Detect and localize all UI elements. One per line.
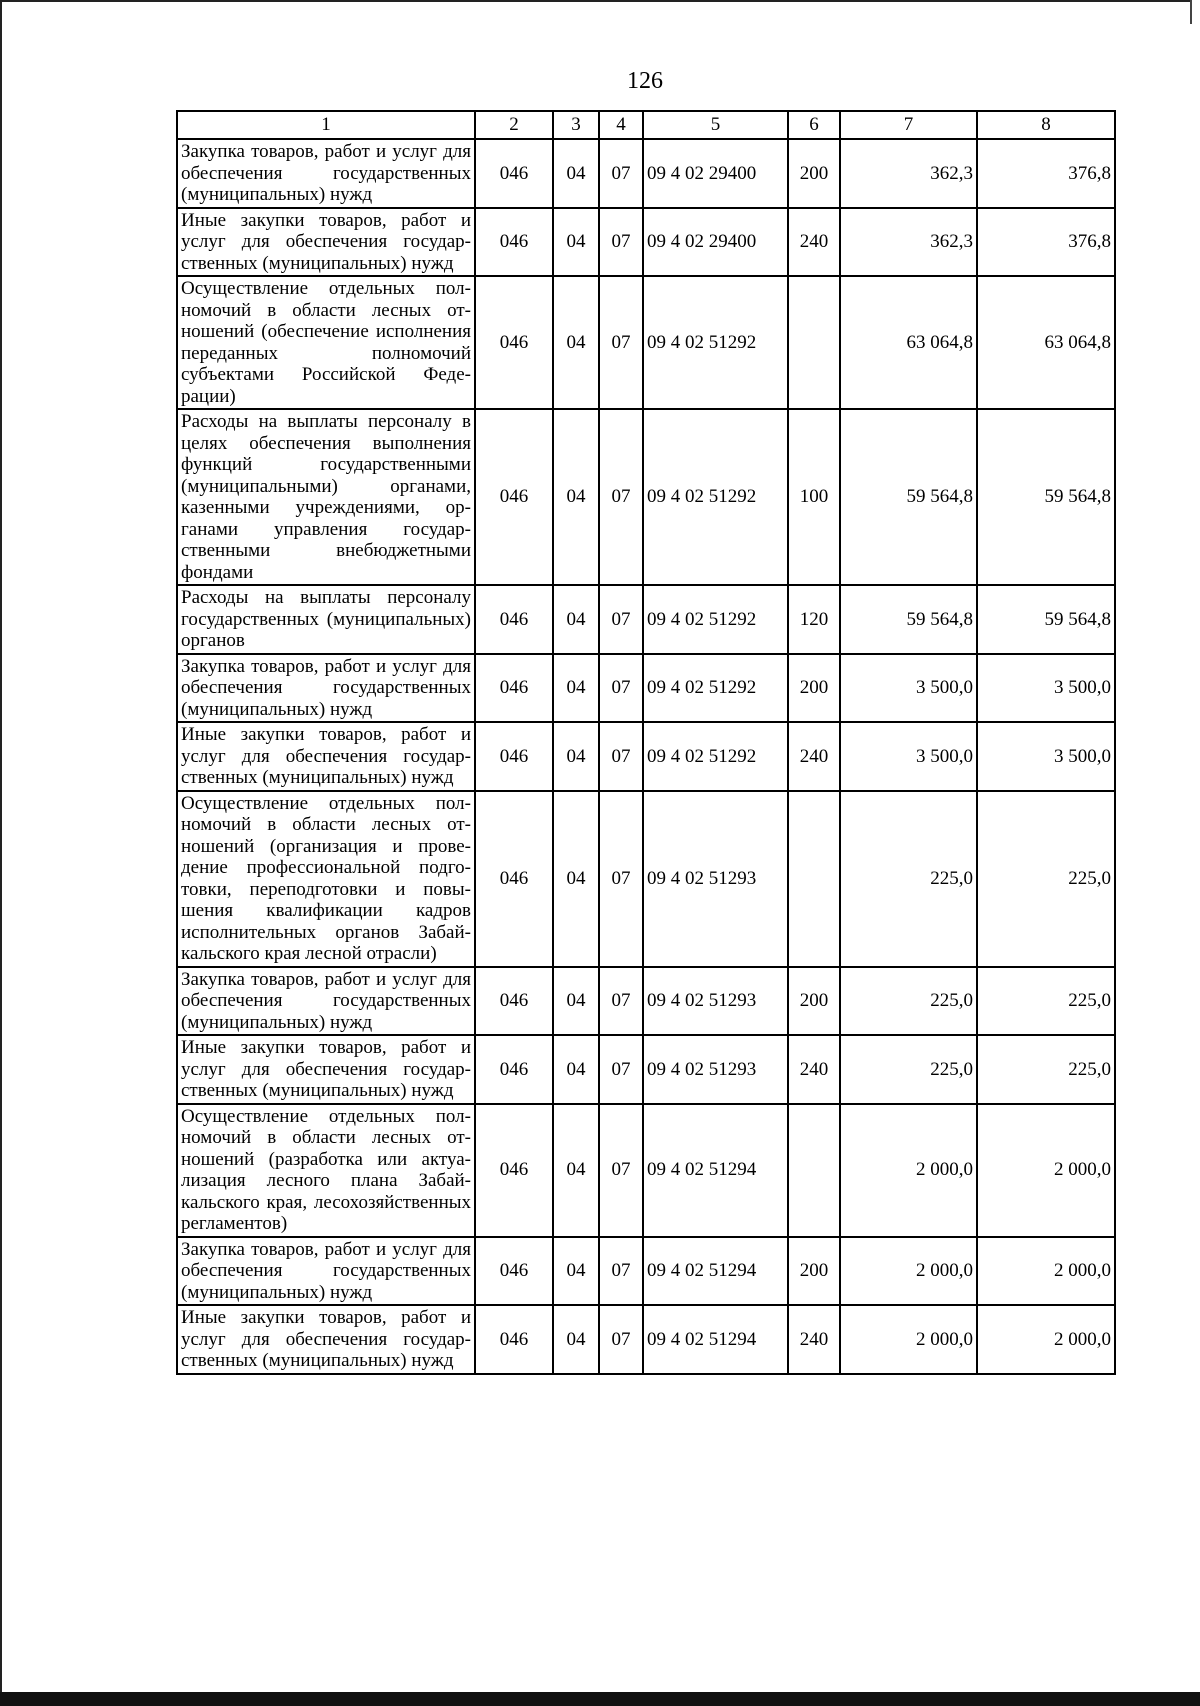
section-code-cell: 04 xyxy=(553,1237,599,1306)
column-header: 2 xyxy=(475,111,553,139)
table-row xyxy=(177,276,1115,409)
expense-type-cell: 240 xyxy=(788,722,840,791)
target-article-cell: 09 4 02 51293 xyxy=(643,791,788,967)
expense-type-cell: 120 xyxy=(788,585,840,654)
row-name-cell: Иные закупки товаров, работ и услуг для обеспечения государственных (муниципальных) нужд xyxy=(177,722,475,791)
table-row xyxy=(177,654,1115,723)
section-code-cell: 04 xyxy=(553,791,599,967)
target-article-cell: 09 4 02 51294 xyxy=(643,1237,788,1306)
section-code-cell: 04 xyxy=(553,409,599,585)
budget-table xyxy=(176,110,1116,1375)
amount-col8-cell: 376,8 xyxy=(977,139,1115,208)
ministry-code-cell: 046 xyxy=(475,722,553,791)
subsection-code-cell: 07 xyxy=(599,276,643,409)
amount-col7-cell: 3 500,0 xyxy=(840,654,977,723)
table-row xyxy=(177,409,1115,585)
row-name-cell: Осуществление отдельных полномочий в области лесных отношений (организация и проведение профессиональной подготовки, переподготовки и повышения квалификации кадров исполнительных органов Забайкальского края лесной отрасли) xyxy=(177,791,475,967)
row-name-cell: Закупка товаров, работ и услуг для обеспечения государственных (муниципальных) нужд xyxy=(177,139,475,208)
target-article-cell: 09 4 02 29400 xyxy=(643,208,788,277)
expense-type-cell xyxy=(788,276,840,409)
expense-type-cell: 200 xyxy=(788,1237,840,1306)
amount-col7-cell: 225,0 xyxy=(840,1035,977,1104)
subsection-code-cell: 07 xyxy=(599,1305,643,1374)
subsection-code-cell: 07 xyxy=(599,1237,643,1306)
section-code-cell: 04 xyxy=(553,722,599,791)
section-code-cell: 04 xyxy=(553,967,599,1036)
column-header: 8 xyxy=(977,111,1115,139)
amount-col8-cell: 2 000,0 xyxy=(977,1237,1115,1306)
expense-type-cell: 240 xyxy=(788,208,840,277)
amount-col7-cell: 63 064,8 xyxy=(840,276,977,409)
amount-col8-cell: 2 000,0 xyxy=(977,1104,1115,1237)
ministry-code-cell: 046 xyxy=(475,409,553,585)
row-name-cell: Иные закупки товаров, работ и услуг для обеспечения государственных (муниципальных) нужд xyxy=(177,1305,475,1374)
section-code-cell: 04 xyxy=(553,208,599,277)
row-name-cell: Расходы на выплаты персоналу в целях обеспечения выполнения функций государственными (муниципальными) органами, казенными учреждениями, органами управления государственными внебюджетными фондами xyxy=(177,409,475,585)
row-name-cell: Осуществление отдельных полномочий в области лесных отношений (обеспечение исполнения переданных полномочий субъектами Российской Федерации) xyxy=(177,276,475,409)
amount-col7-cell: 59 564,8 xyxy=(840,409,977,585)
expense-type-cell: 200 xyxy=(788,967,840,1036)
amount-col8-cell: 225,0 xyxy=(977,1035,1115,1104)
header-row xyxy=(177,111,1115,139)
row-name-cell: Осуществление отдельных полномочий в области лесных отношений (разработка или актуализация лесного плана Забайкальского края, лесохозяйственных регламентов) xyxy=(177,1104,475,1237)
subsection-code-cell: 07 xyxy=(599,722,643,791)
page-number: 126 xyxy=(627,68,663,94)
ministry-code-cell: 046 xyxy=(475,1305,553,1374)
scan-edge-top xyxy=(0,0,1190,2)
amount-col7-cell: 2 000,0 xyxy=(840,1305,977,1374)
target-article-cell: 09 4 02 29400 xyxy=(643,139,788,208)
table-row xyxy=(177,208,1115,277)
subsection-code-cell: 07 xyxy=(599,1104,643,1237)
expense-type-cell: 200 xyxy=(788,654,840,723)
amount-col8-cell: 225,0 xyxy=(977,967,1115,1036)
target-article-cell: 09 4 02 51292 xyxy=(643,409,788,585)
row-name-cell: Закупка товаров, работ и услуг для обеспечения государственных (муниципальных) нужд xyxy=(177,967,475,1036)
row-name-cell: Расходы на выплаты персоналу государственных (муниципальных) органов xyxy=(177,585,475,654)
subsection-code-cell: 07 xyxy=(599,208,643,277)
section-code-cell: 04 xyxy=(553,1035,599,1104)
section-code-cell: 04 xyxy=(553,654,599,723)
expense-type-cell: 100 xyxy=(788,409,840,585)
amount-col7-cell: 2 000,0 xyxy=(840,1237,977,1306)
table-row xyxy=(177,967,1115,1036)
target-article-cell: 09 4 02 51293 xyxy=(643,1035,788,1104)
amount-col7-cell: 362,3 xyxy=(840,208,977,277)
row-name-cell: Закупка товаров, работ и услуг для обеспечения государственных (муниципальных) нужд xyxy=(177,1237,475,1306)
table-row xyxy=(177,1104,1115,1237)
amount-col7-cell: 225,0 xyxy=(840,791,977,967)
section-code-cell: 04 xyxy=(553,276,599,409)
scan-edge-right xyxy=(1190,0,1192,24)
row-name-cell: Иные закупки товаров, работ и услуг для обеспечения государственных (муниципальных) нужд xyxy=(177,208,475,277)
table-body xyxy=(177,139,1115,1374)
target-article-cell: 09 4 02 51292 xyxy=(643,276,788,409)
section-code-cell: 04 xyxy=(553,585,599,654)
expense-type-cell xyxy=(788,1104,840,1237)
table-row xyxy=(177,791,1115,967)
expense-type-cell: 240 xyxy=(788,1035,840,1104)
scan-edge-bottom xyxy=(0,1692,1200,1706)
column-header: 3 xyxy=(553,111,599,139)
expense-type-cell xyxy=(788,791,840,967)
column-header: 6 xyxy=(788,111,840,139)
amount-col8-cell: 59 564,8 xyxy=(977,585,1115,654)
amount-col7-cell: 362,3 xyxy=(840,139,977,208)
subsection-code-cell: 07 xyxy=(599,654,643,723)
table-row xyxy=(177,1237,1115,1306)
expense-type-cell: 200 xyxy=(788,139,840,208)
amount-col8-cell: 2 000,0 xyxy=(977,1305,1115,1374)
ministry-code-cell: 046 xyxy=(475,1104,553,1237)
column-header: 4 xyxy=(599,111,643,139)
expense-type-cell: 240 xyxy=(788,1305,840,1374)
subsection-code-cell: 07 xyxy=(599,967,643,1036)
subsection-code-cell: 07 xyxy=(599,585,643,654)
ministry-code-cell: 046 xyxy=(475,585,553,654)
section-code-cell: 04 xyxy=(553,139,599,208)
subsection-code-cell: 07 xyxy=(599,791,643,967)
target-article-cell: 09 4 02 51293 xyxy=(643,967,788,1036)
ministry-code-cell: 046 xyxy=(475,1035,553,1104)
subsection-code-cell: 07 xyxy=(599,1035,643,1104)
table-row xyxy=(177,585,1115,654)
target-article-cell: 09 4 02 51294 xyxy=(643,1305,788,1374)
target-article-cell: 09 4 02 51292 xyxy=(643,722,788,791)
target-article-cell: 09 4 02 51292 xyxy=(643,654,788,723)
amount-col7-cell: 2 000,0 xyxy=(840,1104,977,1237)
amount-col7-cell: 3 500,0 xyxy=(840,722,977,791)
target-article-cell: 09 4 02 51294 xyxy=(643,1104,788,1237)
ministry-code-cell: 046 xyxy=(475,791,553,967)
ministry-code-cell: 046 xyxy=(475,1237,553,1306)
amount-col7-cell: 225,0 xyxy=(840,967,977,1036)
amount-col8-cell: 225,0 xyxy=(977,791,1115,967)
column-header: 7 xyxy=(840,111,977,139)
row-name-cell: Закупка товаров, работ и услуг для обеспечения государственных (муниципальных) нужд xyxy=(177,654,475,723)
subsection-code-cell: 07 xyxy=(599,139,643,208)
amount-col8-cell: 59 564,8 xyxy=(977,409,1115,585)
amount-col8-cell: 376,8 xyxy=(977,208,1115,277)
amount-col8-cell: 63 064,8 xyxy=(977,276,1115,409)
table-row xyxy=(177,722,1115,791)
amount-col8-cell: 3 500,0 xyxy=(977,722,1115,791)
table-row xyxy=(177,1035,1115,1104)
table-row xyxy=(177,1305,1115,1374)
amount-col8-cell: 3 500,0 xyxy=(977,654,1115,723)
ministry-code-cell: 046 xyxy=(475,208,553,277)
target-article-cell: 09 4 02 51292 xyxy=(643,585,788,654)
scan-edge-left xyxy=(0,0,2,1706)
ministry-code-cell: 046 xyxy=(475,139,553,208)
subsection-code-cell: 07 xyxy=(599,409,643,585)
column-header: 1 xyxy=(177,111,475,139)
table-row xyxy=(177,139,1115,208)
row-name-cell: Иные закупки товаров, работ и услуг для обеспечения государственных (муниципальных) нужд xyxy=(177,1035,475,1104)
section-code-cell: 04 xyxy=(553,1104,599,1237)
amount-col7-cell: 59 564,8 xyxy=(840,585,977,654)
ministry-code-cell: 046 xyxy=(475,276,553,409)
section-code-cell: 04 xyxy=(553,1305,599,1374)
ministry-code-cell: 046 xyxy=(475,654,553,723)
ministry-code-cell: 046 xyxy=(475,967,553,1036)
column-header: 5 xyxy=(643,111,788,139)
